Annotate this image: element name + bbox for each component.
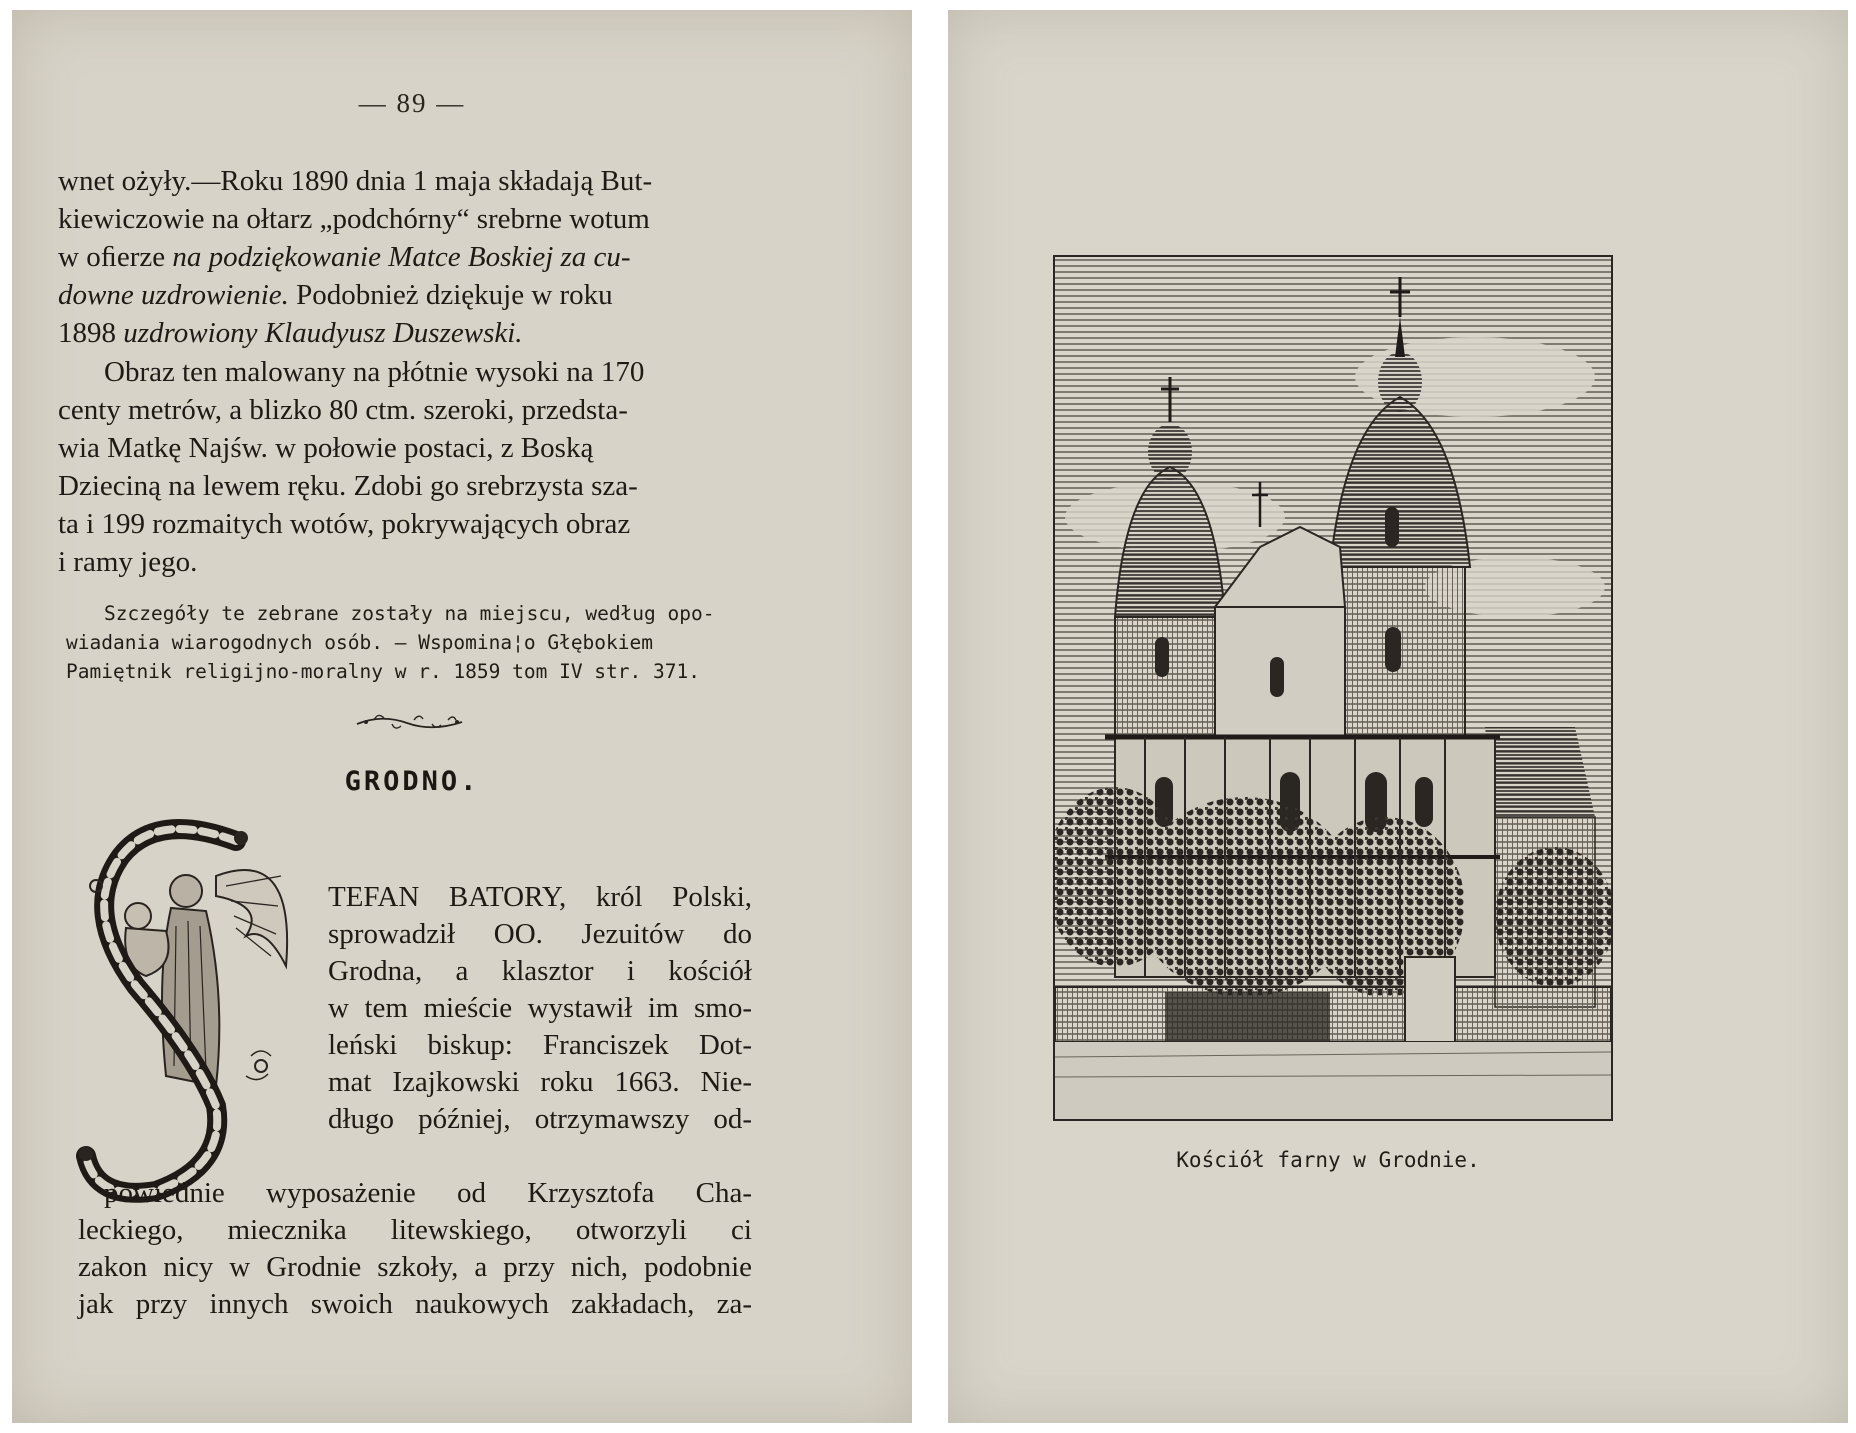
grodno-text-full-width — [78, 1175, 752, 1323]
footnote-line: Pamiętnik religijno-moralny w r. 1859 tom IV str. 371. — [66, 660, 700, 683]
line: mat Izajkowski roku 1663. Nie- — [328, 1066, 752, 1098]
line: leński biskup: Franciszek Dot- — [328, 1029, 752, 1061]
bleed-through-texture — [988, 170, 1708, 202]
vine-ornament-icon — [352, 710, 472, 734]
footnote — [66, 599, 750, 686]
line: 1898 — [58, 317, 124, 349]
section-title: GRODNO. — [344, 766, 480, 797]
line: Grodna, a klasztor i kościół — [328, 955, 752, 987]
line: jak przy innych swoich naukowych zakładach, za- — [78, 1288, 752, 1320]
line: TEFAN BATORY, król Polski, — [328, 881, 752, 913]
line: leckiego, miecznika litewskiego, otworzyli ci — [78, 1214, 752, 1246]
line: centy metrów, a blizko 80 ctm. szeroki, przedsta- — [58, 394, 628, 426]
footnote-line: wiadania wiarogodnych osób. — Wspomina¦o Głębokiem — [66, 631, 653, 654]
italic-phrase: na podziękowanie Matce Boskiej za cu- — [172, 241, 631, 273]
right-page — [948, 10, 1848, 1423]
footnote-line: Szczegóły te zebrane zostały na miejscu, według opo- — [104, 602, 715, 625]
italic-phrase: uzdrowiony Klaudyusz Duszewski. — [123, 317, 523, 349]
line: powiednie wyposażenie od Krzysztofa Cha- — [104, 1177, 752, 1209]
illustration-caption: Kościół farny w Grodnie. — [1176, 1148, 1480, 1172]
line: sprowadził OO. Jezuitów do — [328, 918, 752, 950]
line: w oﬁerze — [58, 241, 173, 273]
line: wnet ożyły.—Roku 1890 dnia 1 maja składają But- — [58, 165, 653, 197]
decorated-initial-angel-icon — [66, 816, 316, 1206]
page-number: — 89 — — [358, 88, 466, 118]
grodno-text-beside-initial — [328, 879, 752, 1138]
line: Obraz ten malowany na płótnie wysoki na 170 — [104, 356, 645, 388]
line: i ramy jego. — [58, 546, 198, 578]
paragraph-1 — [58, 162, 752, 352]
line: zakon nicy w Grodnie szkoły, a przy nich, podobnie — [78, 1251, 752, 1283]
paragraph-2 — [58, 353, 752, 581]
line: kiewiczowie na ołtarz „podchórny“ srebrne wotum — [58, 203, 650, 235]
line: wia Matkę Najśw. w połowie postaci, z Boską — [58, 432, 594, 464]
line: w tem mieście wystawił im smo- — [328, 992, 752, 1024]
line: ta i 199 rozmaitych wotów, pokrywających obraz — [58, 508, 631, 540]
church-engraving-illustration — [1053, 255, 1613, 1121]
italic-phrase: downe uzdrowienie. — [58, 279, 289, 311]
line: Dzieciną na lewem ręku. Zdobi go srebrzysta sza- — [58, 470, 638, 502]
line: długo później, otrzymawszy od- — [328, 1103, 752, 1135]
left-page — [12, 10, 912, 1423]
line: Podobnież dziękuje w roku — [288, 279, 613, 311]
